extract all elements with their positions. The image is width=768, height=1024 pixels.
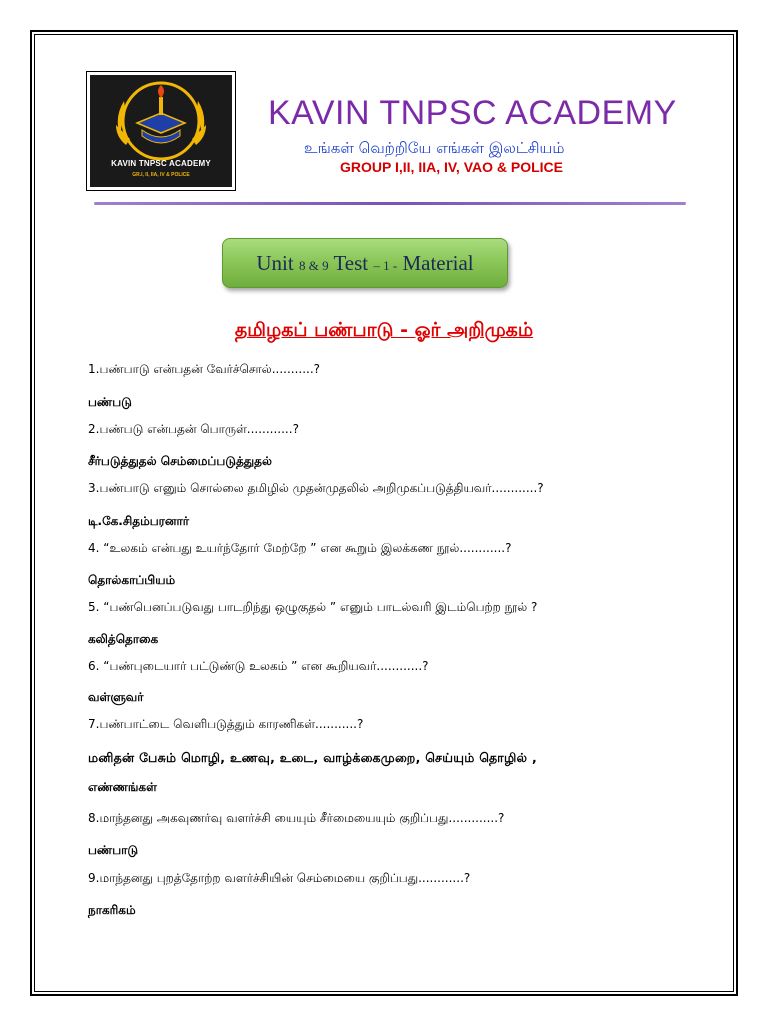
header-divider (94, 202, 686, 205)
question-8: 8.மாந்தனது அகவுணர்வு வளர்ச்சி யையும் சீர்மையையும் குறிப்பது.............? (88, 811, 505, 825)
academy-motto: உங்கள் வெற்றியே எங்கள் இலட்சியம் (304, 139, 565, 157)
logo-subtext: GR.I, II, IIA, IV & POLICE (132, 172, 190, 178)
question-3: 3.பண்பாடு எனும் சொல்லை தமிழில் முதன்முதலில் அறிமுகப்படுத்தியவர்............? (88, 481, 544, 495)
answer-9: நாகரிகம் (88, 903, 136, 917)
answer-5: கலித்தொகை (88, 632, 159, 646)
answer-8: பண்பாடு (88, 843, 139, 857)
answer-4: தொல்காப்பியம் (88, 573, 176, 587)
section-heading: தமிழகப் பண்பாடு - ஓர் அறிமுகம் (234, 319, 534, 341)
answer-3: டி.கே.சிதம்பரனார் (88, 514, 190, 528)
question-9: 9.மாந்தனது புறத்தோற்ற வளர்ச்சியின் செம்மையை குறிப்பது............? (88, 871, 471, 885)
question-7: 7.பண்பாட்டை வெளிபடுத்தும் காரணிகள்...........? (88, 717, 364, 731)
answer-1: பண்படு (88, 395, 132, 409)
unit-test-label: Unit 8 & 9 Test – 1 - Material (222, 238, 508, 288)
question-2: 2.பண்படு என்பதன் பொருள்............? (88, 422, 299, 436)
question-5: 5. “பண்பெனப்படுவது பாடறிந்து ஒழுகுதல் ” எனும் பாடல்வரி இடம்பெற்ற நூல் ? (88, 600, 538, 614)
logo-text: KAVIN TNPSC ACADEMY (111, 159, 211, 168)
academy-title: KAVIN TNPSC ACADEMY (268, 94, 677, 132)
answer-6: வள்ளுவர் (88, 690, 144, 704)
question-4: 4. “உலகம் என்பது உயர்ந்தோர் மேற்றே ” என கூறும் இலக்கண நூல்............? (88, 541, 512, 555)
question-6: 6. “பண்புடையார் பட்டுண்டு உலகம் ” என கூறியவர்............? (88, 659, 429, 673)
answer-2: சீர்படுத்துதல் செம்மைப்படுத்துதல் (88, 454, 272, 468)
academy-logo (86, 71, 236, 191)
answer-7: மனிதன் பேசும் மொழி, உணவு, உடை, வாழ்க்கைமுறை, செய்யும் தொழில் , (88, 750, 537, 765)
question-1: 1.பண்பாடு என்பதன் வேர்ச்சொல்...........? (88, 362, 321, 376)
exam-groups: GROUP I,II, IIA, IV, VAO & POLICE (340, 159, 564, 175)
answer-7-continued: எண்ணங்கள் (88, 780, 157, 794)
